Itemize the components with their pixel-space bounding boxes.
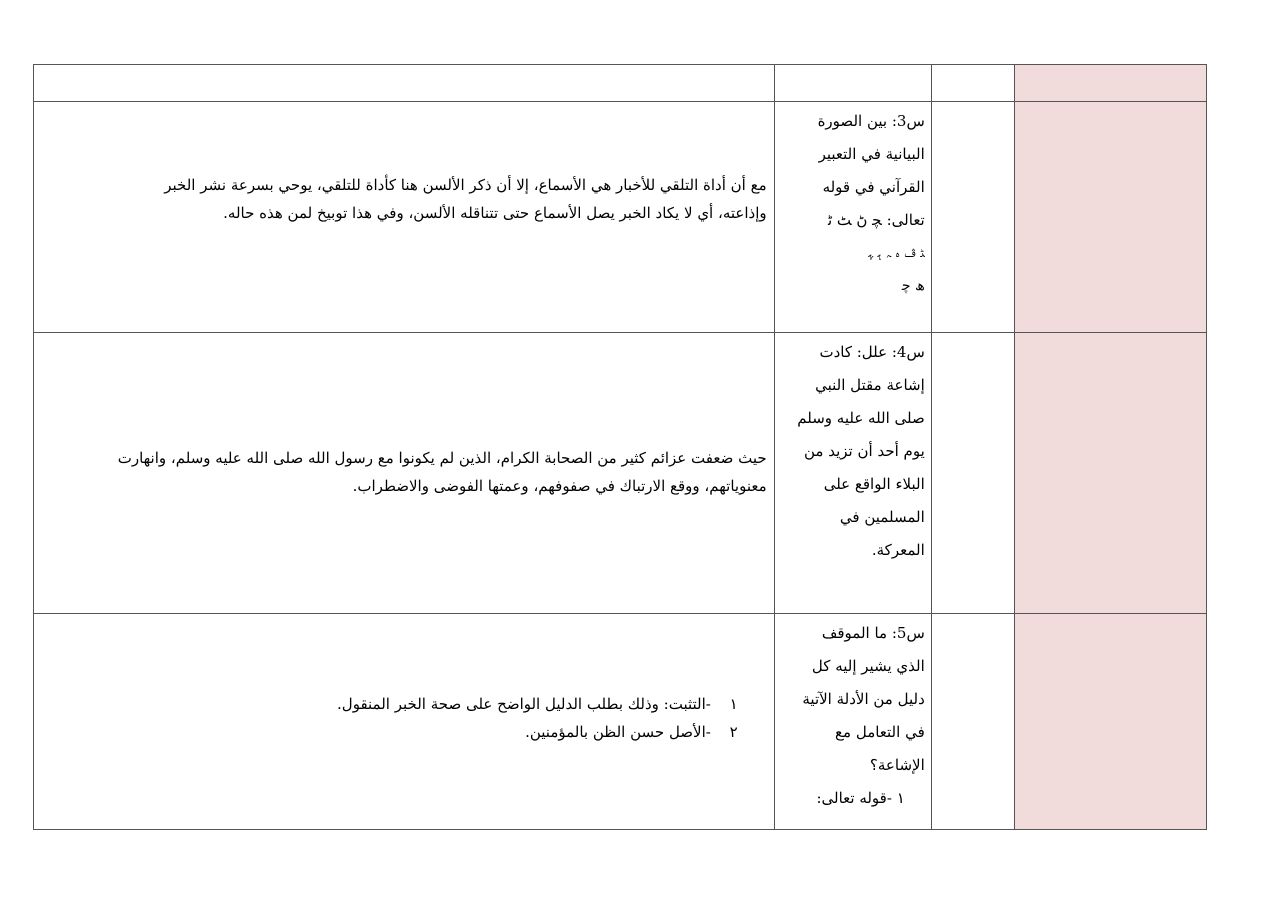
question-line: الإشاعة؟ bbox=[869, 756, 925, 774]
list-item-text: -الأصل حسن الظن بالمؤمنين. bbox=[525, 723, 711, 741]
answer-cell bbox=[34, 102, 775, 333]
question-line: س4: علل: كادت bbox=[819, 343, 925, 361]
question-line: دليل من الأدلة الآتية bbox=[802, 690, 925, 708]
table-row bbox=[34, 333, 1207, 614]
pink-cell bbox=[1014, 614, 1206, 830]
question-line: ١ -قوله تعالى: bbox=[816, 789, 905, 807]
table-row bbox=[34, 614, 1207, 830]
question-line: البيانية في التعبير bbox=[818, 145, 925, 163]
answer-line: مع أن أداة التلقي للأخبار هي الأسماع، إلا أن ذكر الألسن هنا كأداة للتلقي، يوحي بسرعة نشر الخبر bbox=[164, 176, 767, 194]
list-number: ١ bbox=[729, 695, 738, 713]
table-row bbox=[34, 102, 1207, 333]
pink-cell bbox=[1014, 333, 1206, 614]
answer-line: وإذاعته، أي لا يكاد الخبر يصل الأسماع حتى تتناقله الألسن، وفي هذا توبيخ لمن هذه حاله. bbox=[223, 204, 767, 222]
list-item bbox=[40, 718, 738, 746]
answer-line: حيث ضعفت عزائم كثير من الصحابة الكرام، الذين لم يكونوا مع رسول الله صلى الله عليه وسلم، وانهارت bbox=[117, 449, 767, 467]
question-line: في التعامل مع bbox=[835, 723, 925, 741]
blank-cell bbox=[931, 333, 1014, 614]
question-line: المسلمين في bbox=[839, 508, 925, 526]
list-item bbox=[40, 690, 738, 718]
question-line: صلى الله عليه وسلم bbox=[797, 409, 925, 427]
question-line: القرآني في قوله bbox=[822, 178, 925, 196]
quran-glyph-line: ﭩ ﭪ ﮦ ﮧ ﮨ ﮩ bbox=[868, 245, 925, 261]
question-line: س3: بين الصورة bbox=[817, 112, 925, 130]
list-item-text: -التثبت: وذلك بطلب الدليل الواضح على صحة الخبر المنقول. bbox=[337, 695, 711, 713]
pink-cell bbox=[1014, 65, 1206, 102]
pink-cell bbox=[1014, 102, 1206, 333]
quran-glyph-line: ﮪ ﭼ bbox=[901, 278, 925, 294]
question-text bbox=[775, 102, 931, 303]
answer-cell bbox=[34, 333, 775, 614]
answer-text bbox=[34, 333, 774, 500]
list-number: ٢ bbox=[729, 723, 738, 741]
question-cell bbox=[774, 102, 931, 333]
question-cell bbox=[774, 333, 931, 614]
answer-cell bbox=[34, 65, 775, 102]
question-line: البلاء الواقع على bbox=[823, 475, 925, 493]
answer-list bbox=[34, 614, 774, 746]
blank-cell bbox=[931, 614, 1014, 830]
answer-cell bbox=[34, 614, 775, 830]
question-line: س5: ما الموقف bbox=[821, 624, 925, 642]
table-row bbox=[34, 65, 1207, 102]
answer-text bbox=[34, 102, 774, 227]
blank-cell bbox=[931, 102, 1014, 333]
blank-cell bbox=[931, 65, 1014, 102]
question-cell bbox=[774, 65, 931, 102]
question-line: المعركة. bbox=[871, 541, 925, 559]
question-line: يوم أحد أن تزيد من bbox=[804, 442, 925, 460]
question-text bbox=[775, 614, 931, 815]
question-line: تعالى: ﭽ ﮠ ﭧ ﭨ bbox=[827, 211, 925, 229]
question-cell bbox=[774, 614, 931, 830]
question-line: الذي يشير إليه كل bbox=[811, 657, 925, 675]
question-line: إشاعة مقتل النبي bbox=[815, 376, 925, 394]
question-text bbox=[775, 333, 931, 567]
answer-line: معنوياتهم، ووقع الارتباك في صفوفهم، وعمتها الفوضى والاضطراب. bbox=[352, 477, 767, 495]
worksheet-table bbox=[33, 64, 1207, 830]
